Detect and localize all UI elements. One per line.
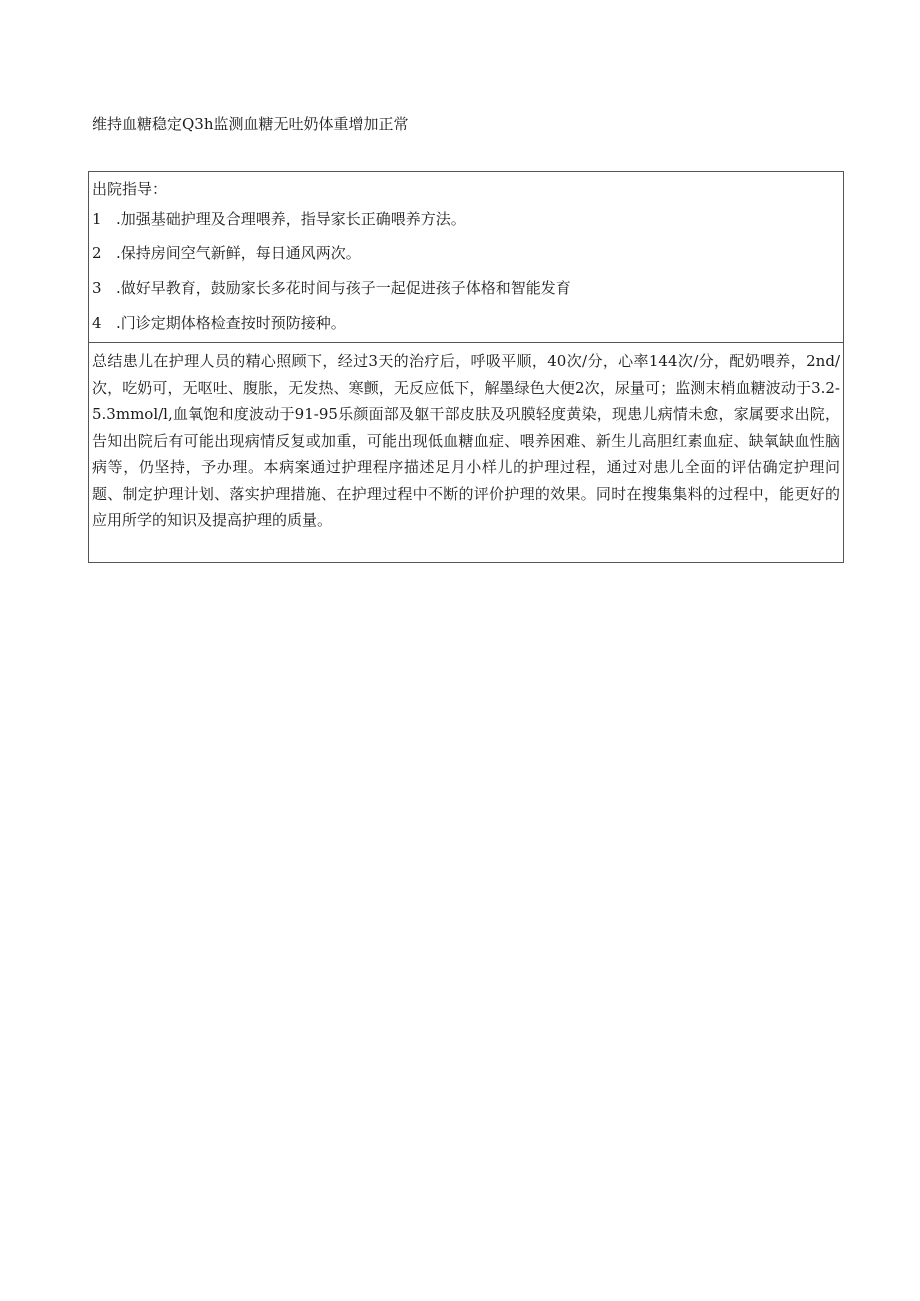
guidance-item-number: 4: [92, 314, 102, 332]
nursing-goal-line: 维持血糖稳定Q3h监测血糖无吐奶体重增加正常: [92, 115, 409, 133]
discharge-guidance-heading: 出院指导：: [92, 180, 168, 198]
guidance-item-text: .保持房间空气新鲜，每日通风两次。: [116, 244, 361, 262]
discharge-table: [88, 171, 844, 563]
guidance-item: [92, 208, 466, 230]
discharge-guidance-section: [89, 172, 843, 342]
guidance-item-text: .加强基础护理及合理喂养，指导家长正确喂养方法。: [116, 210, 466, 228]
guidance-item-text: .门诊定期体格检查按时预防接种。: [116, 314, 346, 332]
case-summary-paragraph: 总结患儿在护理人员的精心照顾下，经过3天的治疗后，呼吸平顺，40次/分，心率144次/分，配奶喂养，2nd/次，吃奶可，无呕吐、腹胀，无发热、寒颤，无反应低下，解墨绿色大便2次，尿量可；监测末梢血糖波动于3.2-5.3mmol/l,血氧饱和度波动于91-95乐颜面部及躯干部皮肤及巩膜轻度黄染，现患儿病情未愈，家属要求出院，告知出院后有可能出现病情反复或加重，可能出现低血糖血症、喂养困难、新生儿高胆红素血症、缺氧缺血性脑病等，仍坚持，予办理。本病案通过护理程序描述足月小样儿的护理过程，通过对患儿全面的评估确定护理问题、制定护理计划、落实护理措施、在护理过程中不断的评价护理的效果。同时在搜集集料的过程中，能更好的应用所学的知识及提高护理的质量。: [92, 352, 840, 529]
guidance-item-number: 2: [92, 244, 102, 262]
guidance-item-number: 1: [92, 210, 102, 228]
guidance-item-text: .做好早教育，鼓励家长多花时间与孩子一起促进孩子体格和智能发育: [116, 279, 571, 297]
guidance-item: [92, 242, 361, 264]
guidance-item: [92, 312, 346, 334]
guidance-item: [92, 277, 571, 299]
guidance-item-number: 3: [92, 279, 102, 297]
table-divider: [89, 342, 843, 343]
